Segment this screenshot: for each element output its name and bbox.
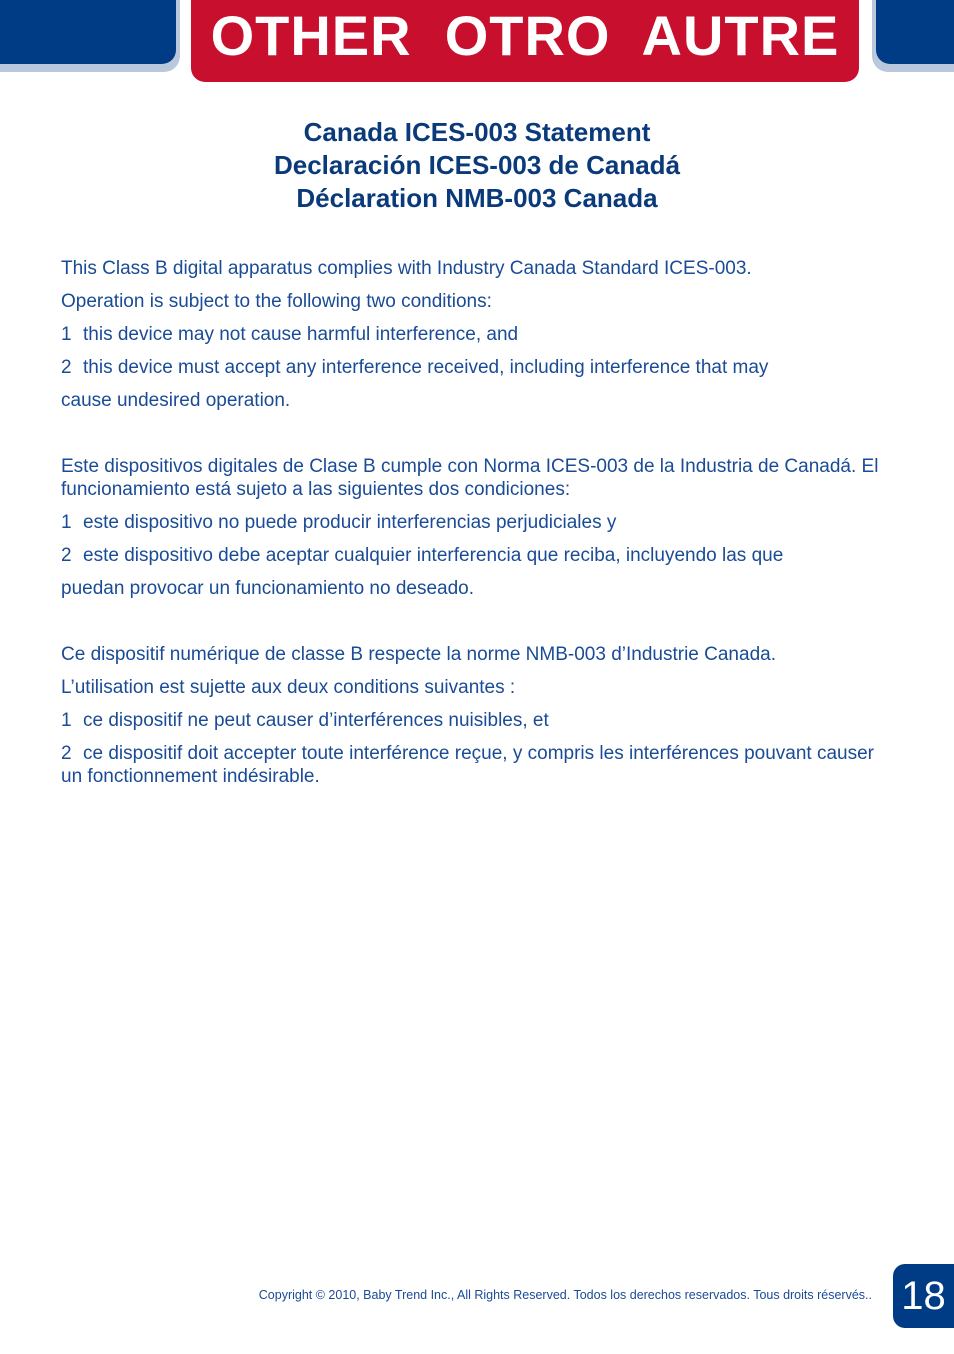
english-line-1: This Class B digital apparatus complies with Industry Canada Standard ICES-003. [61, 258, 752, 279]
item-number: 2 [61, 357, 72, 378]
spanish-section [61, 450, 891, 605]
header-band-right [872, 0, 954, 72]
french-item-1 [61, 704, 891, 737]
item-text: ce dispositif doit accepter toute interférence reçue, y compris les interférences pouvant causer un fonctionnement indésirable. [61, 743, 875, 787]
item-text: this device must accept any interference received, including interference that may [83, 357, 769, 378]
spanish-item-2 [61, 539, 891, 572]
item-text: este dispositivo debe aceptar cualquier interferencia que reciba, incluyendo las que [83, 545, 784, 566]
heading-french: Déclaration NMB-003 Canada [296, 183, 658, 213]
spanish-paragraph: Este dispositivos digitales de Clase B cumple con Norma ICES-003 de la Industria de Canadá. El funcionamiento está sujeto a las siguientes dos condiciones: [61, 456, 879, 500]
english-item-2-continued: cause undesired operation. [61, 390, 291, 411]
heading-spanish: Declaración ICES-003 de Canadá [273, 150, 681, 180]
english-item-2 [61, 351, 891, 384]
item-number: 1 [61, 324, 72, 345]
item-text: this device may not cause harmful interference, and [83, 324, 519, 345]
page-number-tab: 18 [893, 1264, 954, 1328]
item-number: 1 [61, 512, 72, 533]
english-item-1 [61, 318, 891, 351]
english-section [61, 252, 891, 417]
heading-english: Canada ICES-003 Statement [303, 117, 651, 147]
english-line-2: Operation is subject to the following two conditions: [61, 291, 492, 312]
item-text: este dispositivo no puede producir interferencias perjudiciales y [83, 512, 617, 533]
french-line-2: L’utilisation est sujette aux deux conditions suivantes : [61, 677, 516, 698]
french-section [61, 638, 891, 793]
french-item-2 [61, 737, 891, 793]
item-text: ce dispositif ne peut causer d’interférences nuisibles, et [83, 710, 549, 731]
statement-heading [0, 116, 954, 215]
french-line-1: Ce dispositif numérique de classe B respecte la norme NMB-003 d’Industrie Canada. [61, 644, 776, 665]
section-title-banner: OTHER OTRO AUTRE [191, 0, 859, 82]
spanish-item-1 [61, 506, 891, 539]
copyright-footer: Copyright © 2010, Baby Trend Inc., All Rights Reserved. Todos los derechos reservados. Tous droits réservés.. [258, 1288, 872, 1302]
item-number: 2 [61, 743, 72, 764]
item-number: 2 [61, 545, 72, 566]
header-band-left [0, 0, 180, 72]
statement-body [61, 252, 891, 793]
spanish-item-2-continued: puedan provocar un funcionamiento no deseado. [61, 578, 475, 599]
item-number: 1 [61, 710, 72, 731]
